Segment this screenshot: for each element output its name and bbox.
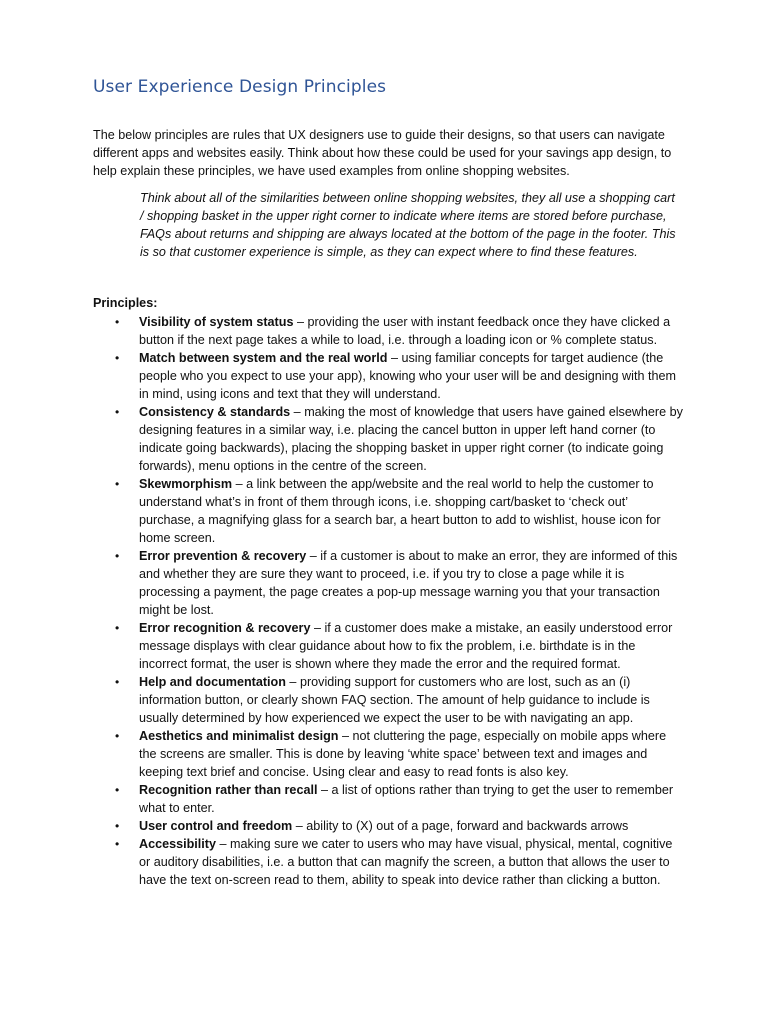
principle-item: • Skewmorphism – a link between the app/website and the real world to help the customer to understand what’s in front of them through icons, i.e. shopping cart/basket to ‘check out’ purchase, a magnifying glass for a search bar, a heart button to add to wishlist, house icon for home screen. xyxy=(115,477,661,545)
principle-term: Aesthetics and minimalist design xyxy=(139,729,339,743)
principle-term: User control and freedom xyxy=(139,819,293,833)
principle-description: a link between the app/website and the real world to help the customer to understand what’s in front of them through icons, i.e. shopping cart/basket to ‘check out’ purchase, a magnifying glass for a search bar, a heart button to add to wishlist, house icon for home screen. xyxy=(139,477,661,545)
bullet-icon: • xyxy=(115,783,120,797)
intro-paragraph: The below principles are rules that UX designers use to guide their designs, so that users can navigate different apps and websites easily. Think about how these could be used for your savings app design, to help explain these principles, we have used examples from online shopping websites. xyxy=(93,128,672,178)
principle-term: Consistency & standards xyxy=(139,405,291,419)
bullet-icon: • xyxy=(115,405,120,419)
principle-item: • Recognition rather than recall – a list of options rather than trying to get the user to remember what to enter. xyxy=(115,783,674,815)
bullet-icon: • xyxy=(115,819,120,833)
bullet-icon: • xyxy=(115,315,120,329)
principle-description: not cluttering the page, especially on mobile apps where the screens are smaller. This is done by leaving ‘white space’ between text and images and keeping text brief and concise. Using clear and easy to read fonts is also key. xyxy=(139,729,667,779)
principle-item: • User control and freedom – ability to (X) out of a page, forward and backwards arrows xyxy=(115,819,629,833)
example-quote: Think about all of the similarities between online shopping websites, they all use a shopping cart / shopping basket in the upper right corner to indicate where items are stored before purchase, FAQs about returns and shipping are always located at the bottom of the page in the footer. This is so that customer experience is simple, as they can expect where to find these features. xyxy=(140,191,676,259)
principle-description: using familiar concepts for target audience (the people who you expect to use your app), knowing who your user will be and designing with them in mind, using icons and text that they will understand. xyxy=(139,351,676,401)
bullet-icon: • xyxy=(115,837,120,851)
bullet-icon: • xyxy=(115,621,120,635)
principle-term: Error prevention & recovery xyxy=(139,549,307,563)
principle-term: Error recognition & recovery xyxy=(139,621,311,635)
principle-description: making the most of knowledge that users have gained elsewhere by designing features in a similar way, i.e. placing the cancel button in upper left hand corner (to indicate going backwards), placing the shopping basket in upper right corner (to indicate going forwards), menu options in the centre of the screen. xyxy=(139,405,683,473)
principle-description: if a customer does make a mistake, an easily understood error message displays with clear guidance about how to fix the problem, i.e. birthdate is in the incorrect format, the user is shown where they made the error and the required format. xyxy=(139,621,673,671)
principle-item: • Accessibility – making sure we cater to users who may have visual, physical, mental, cognitive or auditory disabilities, i.e. a button that can magnify the screen, a button that allows the user to have the text on-screen read to them, ability to speak into device rather than clicking a button. xyxy=(115,837,673,887)
principles-list xyxy=(93,313,683,889)
principle-description: a list of options rather than trying to get the user to remember what to enter. xyxy=(139,783,674,815)
principle-description: making sure we cater to users who may have visual, physical, mental, cognitive or auditory disabilities, i.e. a button that can magnify the screen, a button that allows the user to have the text on-screen read to them, ability to speak into device rather than clicking a button. xyxy=(139,837,673,887)
principle-item: • Visibility of system status – providing the user with instant feedback once they have clicked a button if the next page takes a while to load, i.e. through a loading icon or % complete status. xyxy=(115,315,671,347)
principle-description: ability to (X) out of a page, forward and backwards arrows xyxy=(306,819,629,833)
principle-term: Skewmorphism xyxy=(139,477,233,491)
bullet-icon: • xyxy=(115,549,120,563)
bullet-icon: • xyxy=(115,729,120,743)
principle-description: providing support for customers who are lost, such as an (i) information button, or clearly shown FAQ section. The amount of help guidance to include is usually determined by how experienced we expect the user to be with navigating an app. xyxy=(139,675,650,725)
bullet-icon: • xyxy=(115,477,120,491)
principle-description: if a customer is about to make an error, they are informed of this and whether they are sure they want to proceed, i.e. if you try to close a page while it is processing a payment, the page creates a pop-up message warning you that your transaction might be lost. xyxy=(139,549,678,617)
principle-term: Accessibility xyxy=(139,837,217,851)
principle-item: • Consistency & standards – making the most of knowledge that users have gained elsewhere by designing features in a similar way, i.e. placing the cancel button in upper left hand corner (to indicate going backwards), placing the shopping basket in upper right corner (to indicate going forwards), menu options in the centre of the screen. xyxy=(115,405,683,473)
principle-item: • Aesthetics and minimalist design – not cluttering the page, especially on mobile apps where the screens are smaller. This is done by leaving ‘white space’ between text and images and keeping text brief and concise. Using clear and easy to read fonts is also key. xyxy=(115,729,667,779)
bullet-icon: • xyxy=(115,675,120,689)
principle-item: • Error prevention & recovery – if a customer is about to make an error, they are informed of this and whether they are sure they want to proceed, i.e. if you try to close a page while it is processing a payment, the page creates a pop-up message warning you that your transaction might be lost. xyxy=(115,549,678,617)
principle-term: Visibility of system status xyxy=(139,315,294,329)
principle-item: • Match between system and the real world – using familiar concepts for target audience (the people who you expect to use your app), knowing who your user will be and designing with them in mind, using icons and text that they will understand. xyxy=(115,351,676,401)
principle-description: providing the user with instant feedback once they have clicked a button if the next page takes a while to load, i.e. through a loading icon or % complete status. xyxy=(139,315,671,347)
bullet-icon: • xyxy=(115,351,120,365)
principle-term: Help and documentation xyxy=(139,675,286,689)
principles-heading: Principles: xyxy=(93,296,158,310)
principle-item: • Help and documentation – providing support for customers who are lost, such as an (i) information button, or clearly shown FAQ section. The amount of help guidance to include is usually determined by how experienced we expect the user to be with navigating an app. xyxy=(115,675,650,725)
principle-item: • Error recognition & recovery – if a customer does make a mistake, an easily understood error message displays with clear guidance about how to fix the problem, i.e. birthdate is in the incorrect format, the user is shown where they made the error and the required format. xyxy=(115,621,673,671)
principle-term: Recognition rather than recall xyxy=(139,783,318,797)
document-title: User Experience Design Principles xyxy=(93,77,387,97)
principle-term: Match between system and the real world xyxy=(139,351,388,365)
